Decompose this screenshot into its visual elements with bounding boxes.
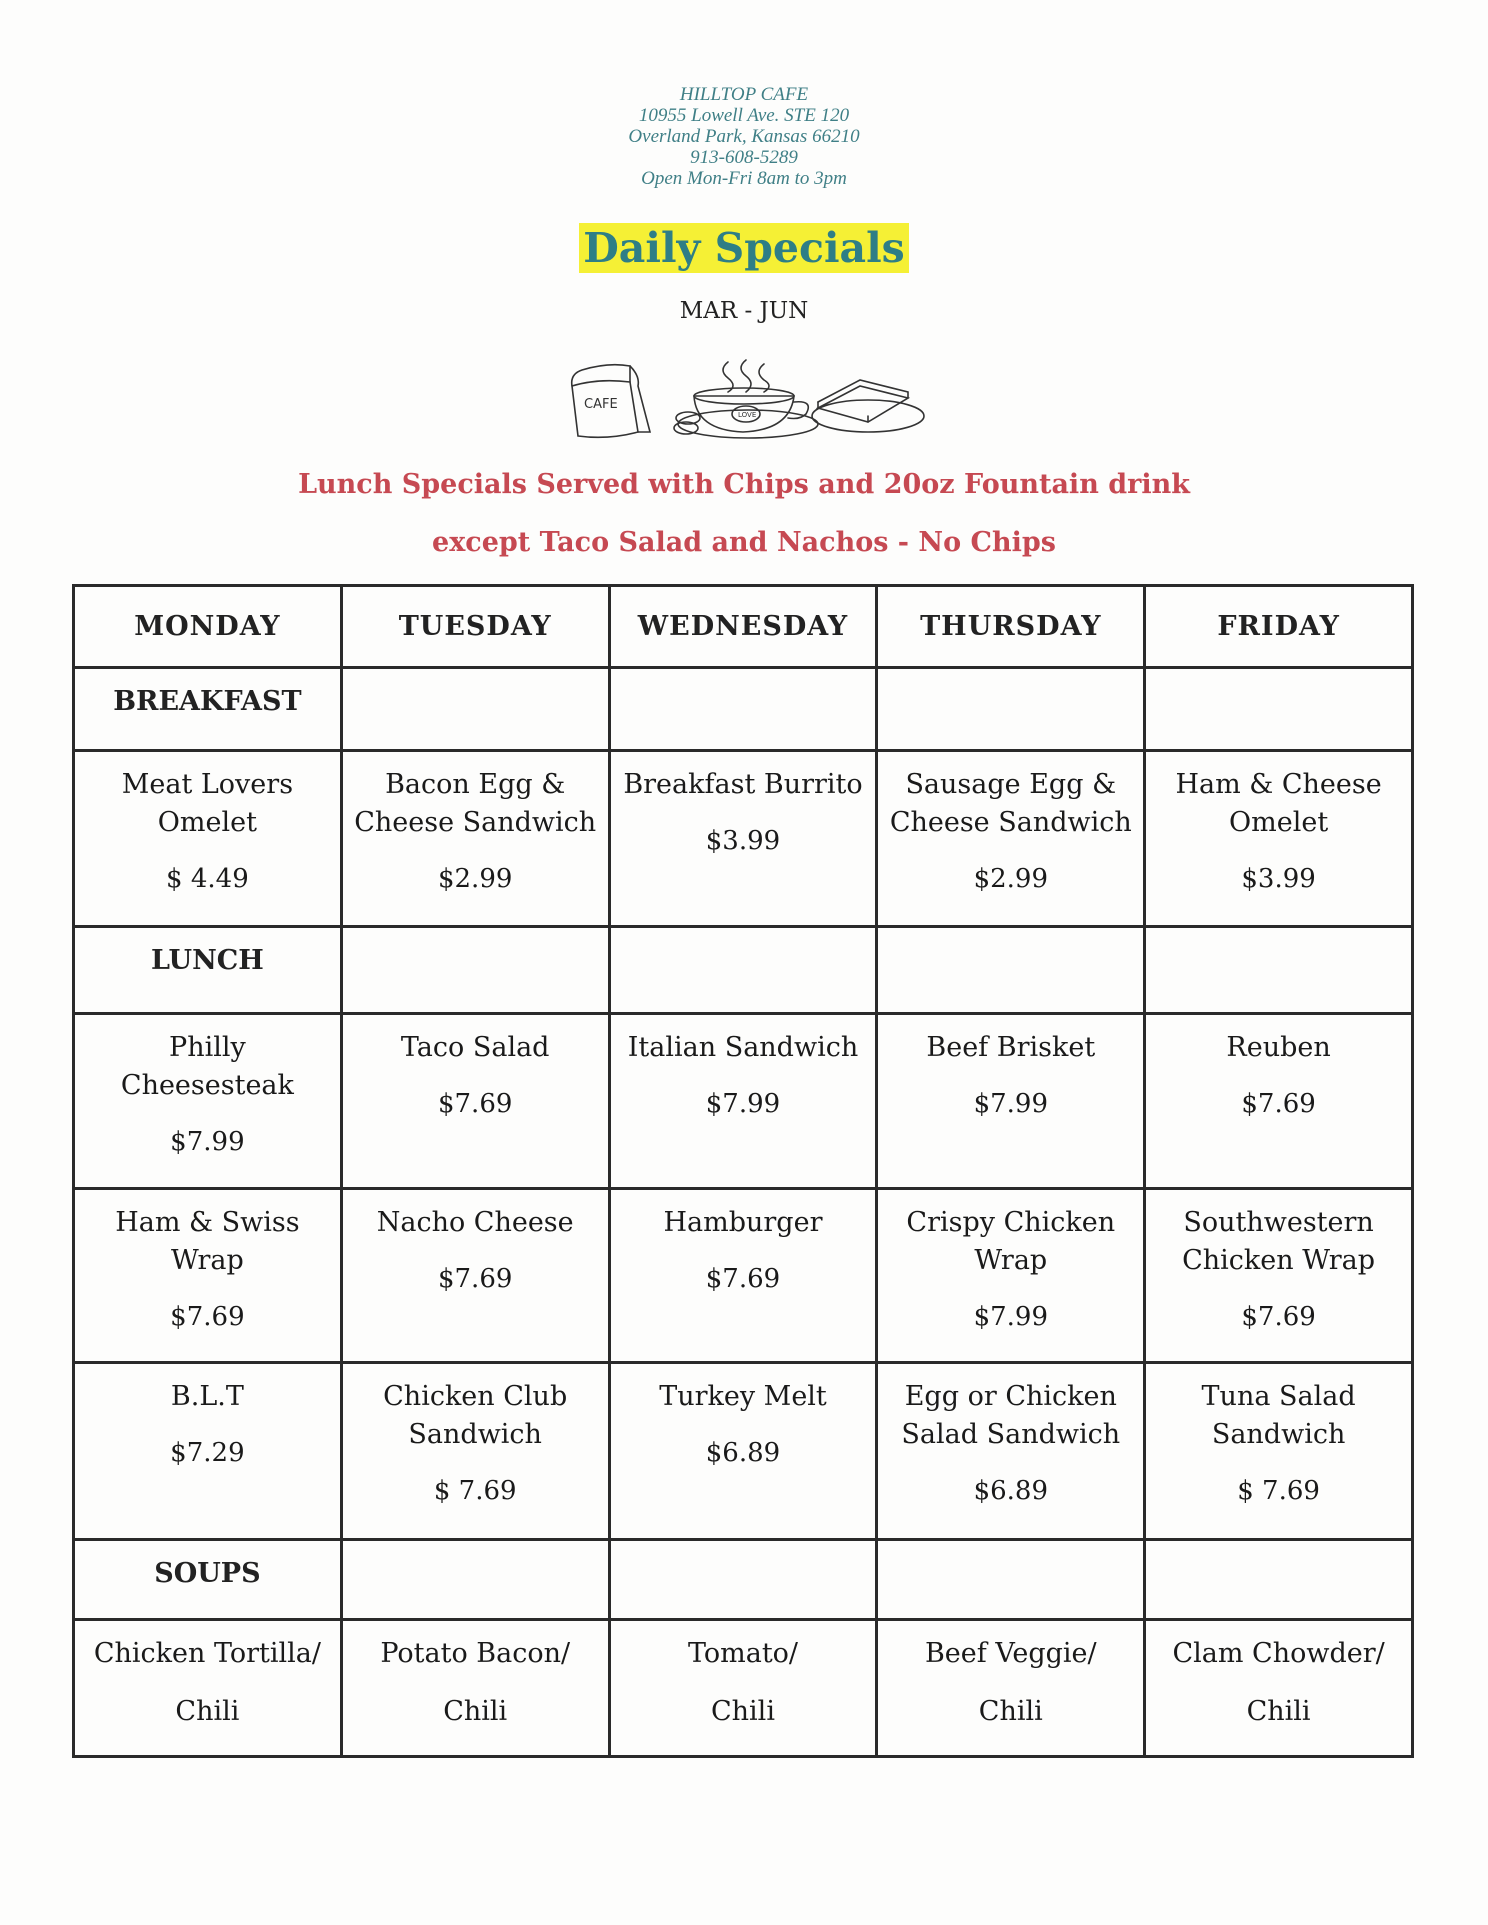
- lunch-note-line1: Lunch Specials Served with Chips and 20oz Fountain drink: [298, 469, 1190, 500]
- menu-item: [877, 750, 1145, 927]
- lunch-note-line2: except Taco Salad and Nachos - No Chips: [432, 527, 1056, 558]
- item-price: $7.29: [170, 1438, 245, 1469]
- cafe-name: HILLTOP CAFE: [679, 84, 809, 105]
- day-wednesday: WEDNESDAY: [609, 586, 877, 668]
- cafe-address-line1: 10955 Lowell Ave. STE 120: [638, 105, 850, 126]
- coffee-cup-icon: [674, 360, 818, 438]
- soups-row: [74, 1620, 1413, 1757]
- item-name: Sausage Egg & Cheese Sandwich: [889, 768, 1132, 838]
- item-name: Ham & Cheese Omelet: [1175, 768, 1382, 838]
- title-wrap: [0, 223, 1488, 273]
- empty-cell: [877, 668, 1145, 750]
- item-price: $7.69: [437, 1263, 513, 1294]
- item-price: $7.99: [973, 1088, 1048, 1119]
- menu-item: [74, 1363, 342, 1540]
- section-soups: SOUPS: [74, 1540, 342, 1620]
- item-price: $3.99: [705, 825, 781, 856]
- item-name: Turkey Melt: [659, 1381, 827, 1413]
- menu-item: [609, 1188, 877, 1363]
- menu-item: [341, 1013, 609, 1188]
- day-thursday: THURSDAY: [877, 586, 1145, 668]
- item-price: $3.99: [1241, 863, 1316, 894]
- item-name: Reuben: [1226, 1031, 1331, 1063]
- empty-cell: [1145, 927, 1413, 1013]
- item-price: $7.69: [1241, 1301, 1316, 1332]
- cup-label: LOVE: [738, 411, 757, 419]
- menu-item: [1145, 750, 1413, 927]
- empty-cell: [341, 927, 609, 1013]
- item-name: Italian Sandwich: [627, 1031, 859, 1063]
- menu-item: [341, 1188, 609, 1363]
- menu-item: [1145, 1188, 1413, 1363]
- soups-section-row: [74, 1540, 1413, 1620]
- item-price: $6.89: [705, 1438, 781, 1469]
- soup-item: [74, 1620, 342, 1757]
- sandwich-icon: [812, 380, 924, 432]
- soup-item: [877, 1620, 1145, 1757]
- item-price: $7.69: [170, 1301, 245, 1332]
- menu-item: [877, 1188, 1145, 1363]
- item-price: $6.89: [973, 1476, 1048, 1507]
- item-name: Tuna Salad Sandwich: [1201, 1381, 1356, 1451]
- item-price: $7.69: [1241, 1088, 1316, 1119]
- soup-item: [1145, 1620, 1413, 1757]
- menu-item: [341, 750, 609, 927]
- page-title: Daily Specials: [579, 223, 909, 273]
- soup-alt: Chili: [711, 1696, 775, 1728]
- item-name: Beef Brisket: [926, 1031, 1096, 1063]
- empty-cell: [1145, 1540, 1413, 1620]
- item-name: B.L.T: [170, 1381, 244, 1413]
- season-range: MAR - JUN: [679, 298, 809, 324]
- item-name: Philly Cheesesteak: [120, 1031, 294, 1101]
- menu-item: [1145, 1013, 1413, 1188]
- item-name: Taco Salad: [400, 1031, 550, 1063]
- section-breakfast: BREAKFAST: [74, 668, 342, 750]
- item-name: Ham & Swiss Wrap: [115, 1206, 300, 1276]
- breakfast-items-row: [74, 750, 1413, 927]
- section-lunch: LUNCH: [74, 927, 342, 1013]
- cafe-phone: 913-608-5289: [690, 147, 798, 168]
- menu-item: [1145, 1363, 1413, 1540]
- soup-alt: Chili: [443, 1696, 508, 1728]
- item-name: Hamburger: [663, 1206, 823, 1238]
- menu-item: [609, 1363, 877, 1540]
- empty-cell: [877, 927, 1145, 1013]
- empty-cell: [609, 1540, 877, 1620]
- empty-cell: [1145, 668, 1413, 750]
- day-friday: FRIDAY: [1145, 586, 1413, 668]
- soup-alt: Chili: [175, 1696, 240, 1728]
- empty-cell: [341, 668, 609, 750]
- menu-item: [74, 1013, 342, 1188]
- item-price: $7.99: [170, 1126, 245, 1157]
- empty-cell: [341, 1540, 609, 1620]
- item-price: $ 4.49: [166, 863, 249, 894]
- menu-item: [609, 1013, 877, 1188]
- soup-name: Potato Bacon/: [380, 1638, 571, 1670]
- cafe-bag-icon: [572, 365, 650, 438]
- menu-item: [877, 1013, 1145, 1188]
- specials-table: [72, 584, 1414, 1758]
- soup-alt: Chili: [978, 1696, 1043, 1728]
- item-price: $ 7.69: [433, 1476, 517, 1507]
- item-price: $7.69: [705, 1263, 781, 1294]
- item-price: $7.99: [705, 1088, 781, 1119]
- menu-item: [74, 750, 342, 927]
- empty-cell: [609, 927, 877, 1013]
- lunch-items-row: [74, 1188, 1413, 1363]
- item-name: Egg or Chicken Salad Sandwich: [901, 1381, 1121, 1451]
- item-name: Bacon Egg & Cheese Sandwich: [354, 768, 597, 838]
- menu-item: [341, 1363, 609, 1540]
- empty-cell: [609, 668, 877, 750]
- soup-name: Clam Chowder/: [1172, 1638, 1385, 1670]
- cafe-hours: Open Mon-Fri 8am to 3pm: [641, 168, 847, 189]
- item-price: $7.69: [437, 1088, 513, 1119]
- bag-label: CAFE: [584, 397, 618, 412]
- breakfast-section-row: [74, 668, 1413, 750]
- days-header-row: [74, 586, 1413, 668]
- lunch-items-row: [74, 1363, 1413, 1540]
- menu-item: [877, 1363, 1145, 1540]
- item-name: Nacho Cheese: [376, 1206, 574, 1238]
- item-price: $2.99: [437, 863, 513, 894]
- soup-alt: Chili: [1246, 1696, 1311, 1728]
- item-price: $7.99: [973, 1301, 1048, 1332]
- item-name: Crispy Chicken Wrap: [906, 1206, 1116, 1276]
- soup-name: Tomato/: [687, 1638, 799, 1670]
- item-name: Southwestern Chicken Wrap: [1182, 1206, 1376, 1276]
- lunch-items-row: [74, 1013, 1413, 1188]
- lunch-section-row: [74, 927, 1413, 1013]
- item-price: $ 7.69: [1237, 1476, 1320, 1507]
- cafe-address-line2: Overland Park, Kansas 66210: [628, 126, 860, 147]
- empty-cell: [877, 1540, 1145, 1620]
- soup-item: [609, 1620, 877, 1757]
- item-name: Breakfast Burrito: [623, 768, 863, 800]
- menu-item: [609, 750, 877, 927]
- menu-item: [74, 1188, 342, 1363]
- cafe-header: [0, 84, 1488, 189]
- item-name: Chicken Club Sandwich: [383, 1381, 568, 1451]
- soup-name: Chicken Tortilla/: [93, 1638, 321, 1670]
- day-monday: MONDAY: [74, 586, 342, 668]
- soup-item: [341, 1620, 609, 1757]
- item-price: $2.99: [973, 863, 1048, 894]
- item-name: Meat Lovers Omelet: [121, 768, 294, 838]
- soup-name: Beef Veggie/: [924, 1638, 1097, 1670]
- cafe-illustration: [568, 356, 928, 448]
- day-tuesday: TUESDAY: [341, 586, 609, 668]
